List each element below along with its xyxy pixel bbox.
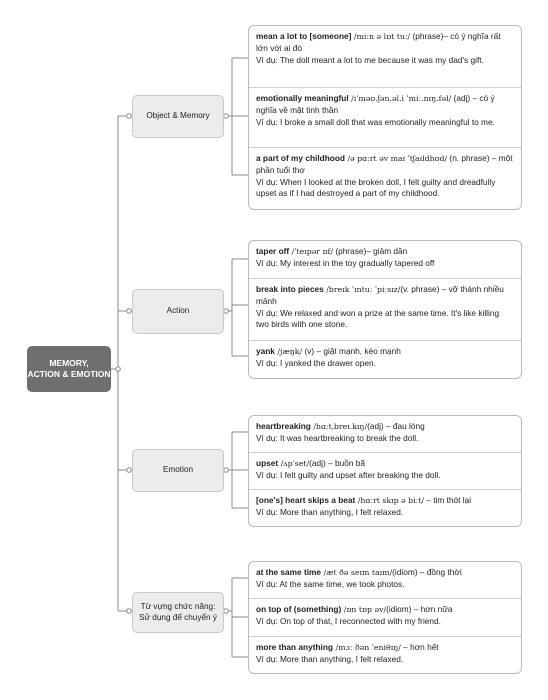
category-label: Object & Memory <box>146 111 210 121</box>
vocab-entry <box>249 279 521 341</box>
vocab-entry <box>249 453 521 490</box>
vocab-example: Ví dụ: At the same time, we took photos. <box>256 578 405 589</box>
vocab-meaning: (phrase)– giảm dần <box>333 246 408 256</box>
vocab-example: Ví dụ: It was heartbreaking to break the doll. <box>256 432 419 443</box>
vocab-meaning: (idiom) – đồng thời <box>392 567 462 577</box>
vocab-card-action <box>248 240 522 379</box>
category-node-action <box>132 289 224 334</box>
vocab-ipa: /mɔː ðən ˈeniθɪŋ/ <box>332 643 401 652</box>
vocab-meaning: (adj) – đau lòng <box>367 421 425 431</box>
vocab-entry <box>249 341 521 376</box>
vocab-card-emotion <box>248 415 522 527</box>
category-label: Action <box>166 306 190 316</box>
vocab-meaning: (v. phrase) – vỡ thành nhiều mảnh <box>256 284 504 306</box>
vocab-entry <box>249 416 521 453</box>
vocab-term: heartbreaking <box>256 421 311 431</box>
vocab-example: Ví dụ: When I looked at the broken doll, I felt guilty and dreadfully upset as if I had destroyed a part of my childhood. <box>256 176 496 199</box>
vocab-entry <box>249 26 521 88</box>
root-title-line1: MEMORY, <box>49 357 89 368</box>
vocab-example: Ví dụ: More than anything, I felt relaxed. <box>256 653 404 664</box>
vocab-entry <box>249 88 521 148</box>
category-label-line1: Từ vựng chức năng: <box>140 601 216 611</box>
vocab-ipa: /jæŋk/ <box>274 347 303 356</box>
vocab-term: taper off <box>256 246 290 256</box>
vocab-entry <box>249 599 521 637</box>
vocab-term: more than anything <box>256 642 333 652</box>
vocab-term: yank <box>256 346 275 356</box>
category-node-object-memory <box>132 95 224 138</box>
vocab-term: on top of (something) <box>256 604 342 614</box>
vocab-example: Ví dụ: My interest in the toy gradually tapered off <box>256 257 435 268</box>
vocab-meaning: – tim thót lại <box>424 495 472 505</box>
vocab-example: Ví dụ: I yanked the drawer open. <box>256 357 376 368</box>
root-title-line2: ACTION & EMOTION <box>27 369 111 379</box>
vocab-ipa: /breɪk ˈɪntuː ˈpiːsɪz/ <box>323 285 401 294</box>
category-label-line2: Sử dụng để chuyển ý <box>139 612 217 622</box>
vocab-example: Ví dụ: More than anything, I felt relaxed. <box>256 506 404 517</box>
vocab-example: Ví dụ: We relaxed and won a prize at the same time. It's like killing two birds with one stone. <box>256 307 500 330</box>
vocab-card-object-memory <box>248 25 522 210</box>
vocab-entry <box>249 148 521 208</box>
vocab-ipa: /hɑːtˌbreɪ.kɪŋ/ <box>310 422 368 431</box>
vocab-example: Ví dụ: I felt guilty and upset after breaking the doll. <box>256 469 441 480</box>
vocab-meaning: – hơn hết <box>400 642 439 652</box>
vocab-entry <box>249 562 521 599</box>
vocab-entry <box>249 490 521 524</box>
vocab-example: Ví dụ: The doll meant a lot to me because it was my dad's gift. <box>256 54 484 65</box>
vocab-ipa: /hɑːrt skɪp ə biːt/ <box>355 496 425 505</box>
vocab-ipa: /ʌpˈset/ <box>278 459 310 468</box>
vocab-entry <box>249 241 521 279</box>
vocab-ipa: /ɪˈməʊ.ʃən.əl.i ˈmiː.nɪŋ.fəl/ <box>348 94 452 103</box>
vocab-term: emotionally meaningful <box>256 93 349 103</box>
vocab-entry <box>249 637 521 671</box>
vocab-ipa: /miːn ə lɒt tuː/ <box>351 32 411 41</box>
vocab-meaning: (n. phrase) – một phần tuổi thơ <box>256 153 513 175</box>
root-node <box>27 346 111 392</box>
category-label: Emotion <box>162 465 194 475</box>
vocab-term: at the same time <box>256 567 322 577</box>
vocab-card-function-words <box>248 561 522 674</box>
vocab-meaning: (adj) – có ý nghĩa về mặt tinh thần <box>256 93 495 115</box>
category-node-function-words <box>132 592 224 633</box>
vocab-term: a part of my childhood <box>256 153 345 163</box>
vocab-ipa: /æt ðə seɪm taɪm/ <box>321 568 393 577</box>
category-node-emotion <box>132 449 224 492</box>
vocab-term: upset <box>256 458 279 468</box>
vocab-ipa: /ə pɑːrt əv maɪ ˈtʃaɪldhʊd/ <box>344 154 448 163</box>
vocab-example: Ví dụ: On top of that, I reconnected with my friend. <box>256 615 441 626</box>
vocab-ipa: /ˈteɪpər ɒf/ <box>289 247 334 256</box>
vocab-meaning: (phrase)– có ý nghĩa rất lớn với ai đó <box>256 31 501 53</box>
vocab-meaning: (idiom) – hơn nữa <box>386 604 453 614</box>
vocab-term: break into pieces <box>256 284 324 294</box>
vocab-example: Ví dụ: I broke a small doll that was emotionally meaningful to me. <box>256 116 495 127</box>
vocab-ipa: /ɒn tɒp əv/ <box>341 605 387 614</box>
vocab-term: [one's] heart skips a beat <box>256 495 356 505</box>
vocab-meaning: (adj) – buồn bã <box>309 458 365 468</box>
vocab-meaning: (v) – giật mạnh, kéo mạnh <box>302 346 401 356</box>
vocab-term: mean a lot to [someone] <box>256 31 352 41</box>
